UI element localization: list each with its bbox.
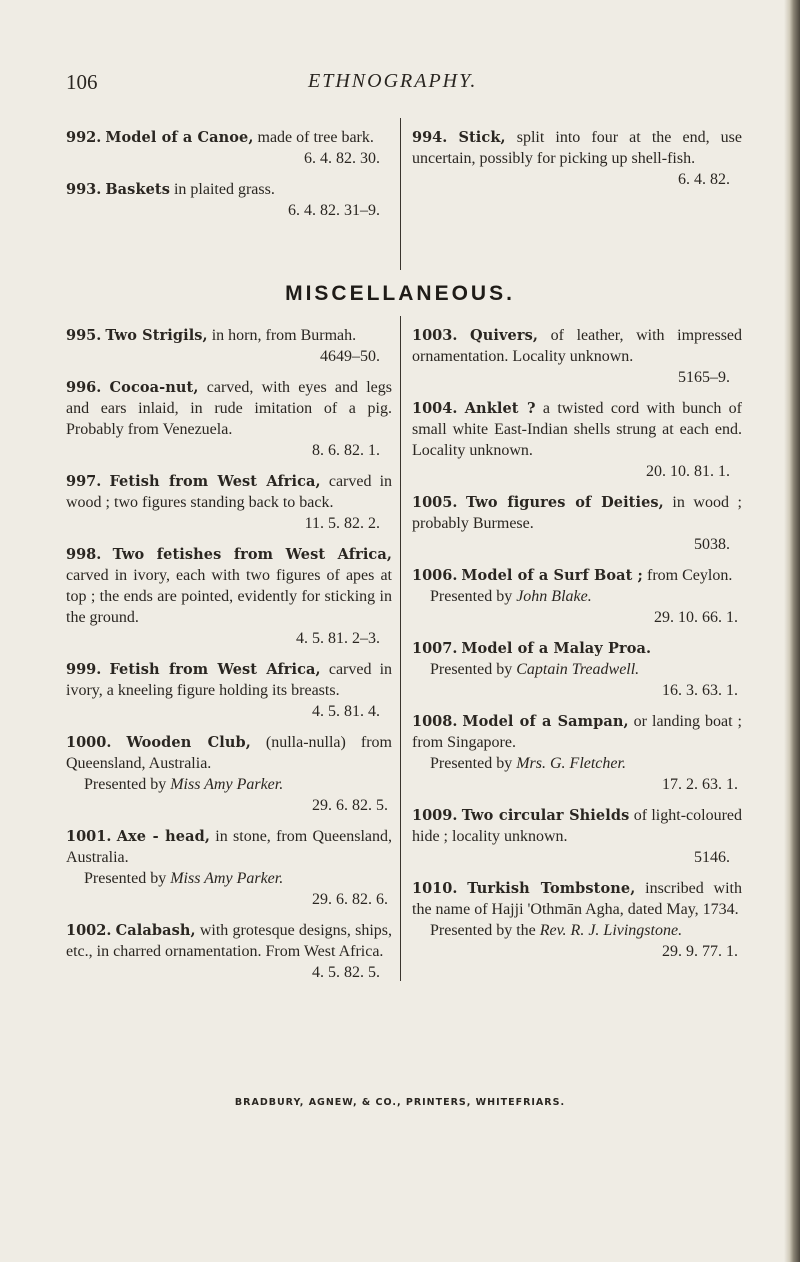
register-number: 17. 2. 63. 1.: [662, 776, 738, 793]
register-number: 4649–50.: [320, 348, 380, 365]
entry-number: 992.: [66, 129, 102, 146]
entry-title: Turkish Tombstone,: [467, 880, 636, 897]
register-number: 29. 9. 77. 1.: [662, 943, 738, 960]
column-divider-main: [400, 316, 401, 981]
entry-number: 1010.: [412, 880, 458, 897]
donor-name: Mrs. G. Fletcher.: [516, 755, 626, 772]
entry-title: Two circular Shields: [461, 807, 630, 824]
entry-number: 1004.: [412, 400, 458, 417]
register-number: 4. 5. 81. 2–3.: [296, 630, 380, 647]
register-number: 8. 6. 82. 1.: [312, 442, 380, 459]
register-number: 6. 4. 82.: [678, 171, 730, 188]
presented-by-line: [66, 774, 392, 816]
catalogue-entry: [66, 179, 392, 221]
register-number: 20. 10. 81. 1.: [646, 463, 730, 480]
presented-by-line: [412, 586, 742, 628]
entry-description: carved in ivory, each with two figures of apes at top ; the ends are pointed, evidently for sticking in the ground.: [66, 567, 392, 626]
column-divider-top: [400, 118, 401, 270]
catalogue-entry: [412, 325, 742, 388]
donor-name: John Blake.: [516, 588, 592, 605]
entry-number: 1003.: [412, 327, 458, 344]
register-number: 5038.: [694, 536, 730, 553]
catalogue-entry: [66, 325, 392, 367]
entry-description: made of tree bark.: [257, 129, 374, 146]
register-number: 4. 5. 82. 5.: [312, 964, 380, 981]
entry-description: a twisted cord with bunch of small white East-Indian shells strung at each end. Locality unknown.: [412, 400, 743, 459]
entry-title: Two Strigils,: [105, 327, 208, 344]
register-number: 5146.: [694, 849, 730, 866]
entry-number: 996.: [66, 379, 102, 396]
entry-description: inscribed with the name of Hajji 'Othmān Agha, dated May, 1734.: [412, 880, 742, 918]
catalogue-entry: [66, 826, 392, 910]
register-number: 4. 5. 81. 4.: [312, 703, 380, 720]
presented-by-line: [66, 868, 392, 910]
entry-number: 999.: [66, 661, 102, 678]
donor-name: Captain Treadwell.: [516, 661, 640, 678]
register-number: 11. 5. 82. 2.: [304, 515, 380, 532]
presented-prefix: Presented by: [430, 588, 513, 605]
entry-title: Baskets: [105, 181, 170, 198]
donor-name: Miss Amy Parker.: [170, 776, 284, 793]
catalogue-entry: [66, 659, 392, 722]
catalogue-entry: [412, 711, 742, 795]
entry-title: Model of a Malay Proa.: [461, 640, 652, 657]
entry-description: from Ceylon.: [647, 567, 733, 584]
entry-number: 1006.: [412, 567, 458, 584]
entry-title: Anklet ?: [464, 400, 536, 417]
register-number: 6. 4. 82. 30.: [304, 150, 380, 167]
running-head: ETHNOGRAPHY.: [308, 70, 478, 92]
entry-title: Stick,: [458, 129, 506, 146]
entry-description: in stone, from Queensland, Australia.: [66, 828, 393, 866]
catalogue-entry: [412, 878, 742, 962]
entry-number: 1002.: [66, 922, 112, 939]
entry-description: split into four at the end, use uncertain, possibly for picking up shell-fish.: [412, 129, 743, 167]
section-heading: MISCELLANEOUS.: [285, 282, 515, 305]
entry-title: Quivers,: [470, 327, 539, 344]
catalogue-entry: [66, 377, 392, 461]
entry-number: 1007.: [412, 640, 458, 657]
catalogue-entry: [412, 492, 742, 555]
entry-title: Fetish from West Africa,: [109, 661, 321, 678]
register-number: 29. 10. 66. 1.: [654, 609, 738, 626]
presented-prefix: Presented by: [430, 661, 513, 678]
catalogue-entry: [66, 544, 392, 649]
register-number: 16. 3. 63. 1.: [662, 682, 738, 699]
presented-prefix: Presented by: [430, 755, 513, 772]
presented-by-line: [412, 920, 742, 962]
entry-number: 1005.: [412, 494, 458, 511]
entry-description: carved in ivory, a kneeling figure holding its breasts.: [66, 661, 393, 699]
entry-description: or landing boat ; from Singapore.: [412, 713, 743, 751]
presented-by-line: [412, 659, 742, 701]
presented-prefix: Presented by: [84, 776, 167, 793]
catalogue-entry: [66, 920, 392, 983]
entry-description: of light-coloured hide ; locality unknown.: [412, 807, 742, 845]
presented-prefix: Presented by the: [430, 922, 536, 939]
entry-description: in wood ; probably Burmese.: [412, 494, 743, 532]
catalogue-entry: [412, 565, 742, 628]
printer-imprint: BRADBURY, AGNEW, & CO., PRINTERS, WHITEFRIARS.: [234, 1097, 566, 1108]
catalogue-entry: [412, 638, 742, 701]
catalogue-entry: [66, 471, 392, 534]
entry-title: Two fetishes from West Africa,: [112, 546, 392, 563]
entry-number: 997.: [66, 473, 102, 490]
entry-number: 998.: [66, 546, 102, 563]
catalogue-entry: [66, 732, 392, 816]
entry-description: in horn, from Burmah.: [211, 327, 357, 344]
entry-title: Wooden Club,: [126, 734, 251, 751]
entry-description: carved, with eyes and legs and ears inlaid, in rude imitation of a pig. Probably from Venezuela.: [66, 379, 392, 438]
entry-title: Calabash,: [115, 922, 196, 939]
misc-right-column: [412, 325, 742, 972]
entry-description: (nulla-nulla) from Queensland, Australia.: [66, 734, 392, 772]
presented-prefix: Presented by: [84, 870, 167, 887]
entry-description: carved in wood ; two figures standing back to back.: [66, 473, 393, 511]
misc-left-column: [66, 325, 392, 993]
entry-description: in plaited grass.: [173, 181, 275, 198]
entry-title: Two figures of Deities,: [465, 494, 664, 511]
register-number: 6. 4. 82. 31–9.: [288, 202, 380, 219]
presented-by-line: [412, 753, 742, 795]
entry-title: Model of a Surf Boat ;: [461, 567, 644, 584]
entry-title: Cocoa-nut,: [109, 379, 199, 396]
entry-number: 1000.: [66, 734, 112, 751]
catalogue-entry: [66, 127, 392, 169]
page-number: 106: [66, 70, 98, 94]
top-left-column: [66, 127, 392, 231]
entry-description: with grotesque designs, ships, etc., in charred ornamentation. From West Africa.: [66, 922, 392, 960]
top-right-column: [412, 127, 742, 200]
entry-number: 1009.: [412, 807, 458, 824]
entry-title: Axe - head,: [116, 828, 210, 845]
entry-title: Model of a Canoe,: [105, 129, 254, 146]
entry-number: 1001.: [66, 828, 112, 845]
entry-description: of leather, with impressed ornamentation. Locality unknown.: [412, 327, 743, 365]
donor-name: Rev. R. J. Livingstone.: [539, 922, 683, 939]
entry-number: 995.: [66, 327, 102, 344]
register-number: 5165–9.: [678, 369, 730, 386]
page-edge-shadow: [784, 0, 800, 1262]
entry-title: Fetish from West Africa,: [109, 473, 321, 490]
register-number: 29. 6. 82. 6.: [312, 891, 388, 908]
entry-number: 993.: [66, 181, 102, 198]
entry-title: Model of a Sampan,: [462, 713, 629, 730]
entry-number: 994.: [412, 129, 448, 146]
catalogue-entry: [412, 127, 742, 190]
catalogue-entry: [412, 805, 742, 868]
catalogue-entry: [412, 398, 742, 482]
donor-name: Miss Amy Parker.: [170, 870, 284, 887]
entry-number: 1008.: [412, 713, 458, 730]
register-number: 29. 6. 82. 5.: [312, 797, 388, 814]
